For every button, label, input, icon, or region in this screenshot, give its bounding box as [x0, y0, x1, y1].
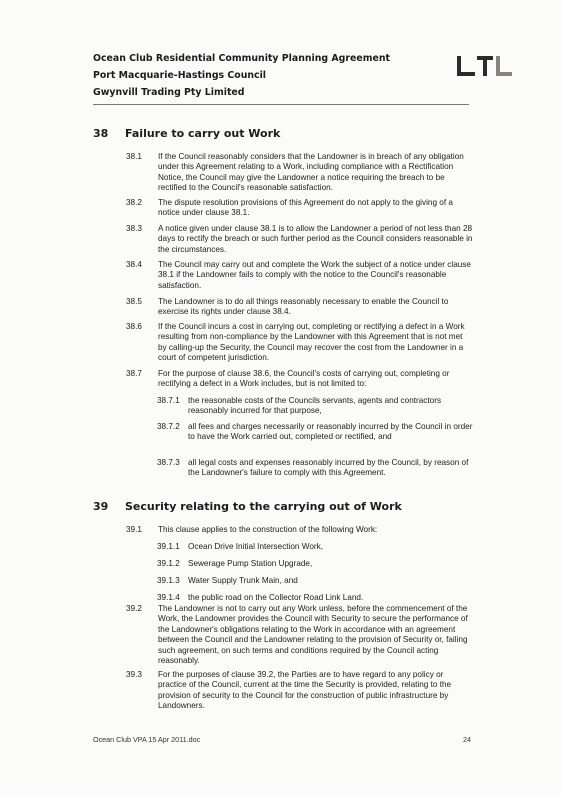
ltl-logo-icon [455, 54, 513, 76]
clause-text: For the purpose of clause 38.6, the Council's costs of carrying out, completing or rectifying a defect in a Work includes, but is not limited to: [158, 369, 450, 389]
subclause-text: Sewerage Pump Station Upgrade, [188, 559, 313, 568]
clause-number: 38.1 [126, 152, 142, 161]
subclause-number: 39.1.1 [157, 542, 180, 551]
subclause-number: 38.7.1 [157, 396, 180, 405]
clause-number: 38.7 [126, 369, 142, 378]
header-council: Port Macquarie-Hastings Council [93, 70, 267, 81]
subclause-number: 38.7.3 [157, 458, 180, 467]
header-company: Gwynvill Trading Pty Limited [93, 87, 245, 98]
clause-text: This clause applies to the construction of the following Work: [158, 525, 378, 534]
footer-page-number: 24 [463, 735, 471, 744]
clause-number: 38.6 [126, 322, 142, 331]
clause-text: The Council may carry out and complete the Work the subject of a notice under clause 38.1 if the Landowner fails to comply with the notice to the Council's reasonable satisfaction. [158, 260, 471, 290]
clause-text: The Landowner is to do all things reasonably necessary to enable the Council to exercise its rights under clause 38.4. [158, 297, 449, 317]
section-title: Security relating to the carrying out of Work [125, 500, 402, 513]
subclause-text: all fees and charges necessarily or reasonably incurred by the Council in order to have the Work carried out, completed or rectified, and [188, 422, 473, 442]
clause-text: For the purposes of clause 39.2, the Parties are to have regard to any policy or practice of the Council, current at the time the Security is provided, relating to the provision of security to the Council for the construction of public infrastructure by Landowners. [158, 670, 452, 711]
section-38-heading [93, 127, 280, 140]
clause-number: 38.3 [126, 224, 142, 233]
clause-text: The dispute resolution provisions of this Agreement do not apply to the giving of a notice under clause 38.1. [158, 198, 453, 218]
clause-text: The Landowner is not to carry out any Work unless, before the commencement of the Work, the Landowner provides the Council with Security to secure the performance of the Landowner's obligations relating to the Work in accordance with an agreement between the Council and the Landowner relating to the provision of Security or, failing such agreement, on such terms and conditions required by the Council acting reasonably. [158, 604, 468, 666]
subclause-text: Ocean Drive Initial Intersection Work, [188, 542, 323, 551]
clause-number: 39.3 [126, 670, 142, 679]
clause-number: 38.4 [126, 260, 142, 269]
section-number: 38 [93, 127, 109, 140]
header-divider [93, 104, 469, 105]
subclause-text: the reasonable costs of the Councils servants, agents and contractors reasonably incurred for that purpose, [188, 396, 442, 416]
clause-number: 39.1 [126, 525, 142, 534]
header-agreement-title: Ocean Club Residential Community Planning Agreement [93, 53, 390, 64]
document-header [93, 50, 390, 101]
subclause-number: 38.7.2 [157, 422, 180, 431]
subclause-number: 39.1.2 [157, 559, 180, 568]
clause-number: 39.2 [126, 604, 142, 613]
clause-text: If the Council incurs a cost in carrying out, completing or rectifying a defect in a Work resulting from non-compliance by the Landowner with this Agreement that is not met by calling-up the Security, the Council may recover the cost from the Landowner in a court of competent jurisdiction. [158, 322, 465, 363]
subclause-text: the public road on the Collector Road Link Land. [188, 593, 364, 602]
clause-number: 38.5 [126, 297, 142, 306]
subclause-text: all legal costs and expenses reasonably incurred by the Council, by reason of the Landowner's failure to comply with this Agreement. [188, 458, 469, 478]
section-title: Failure to carry out Work [125, 127, 281, 140]
footer-filename: Ocean Club VPA 15 Apr 2011.doc [93, 735, 201, 744]
section-number: 39 [93, 500, 109, 513]
subclause-text: Water Supply Trunk Main, and [188, 576, 298, 585]
clause-number: 38.2 [126, 198, 142, 207]
subclause-number: 39.1.4 [157, 593, 180, 602]
subclause-number: 39.1.3 [157, 576, 180, 585]
clause-text: A notice given under clause 38.1 is to allow the Landowner a period of not less than 28 days to rectify the breach or such further period as the Council considers reasonable in the circumstances. [158, 224, 473, 254]
clause-text: If the Council reasonably considers that the Landowner is in breach of any obligation under this Agreement relating to a Work, including compliance with a Rectification Notice, the Council may give the Landowner a notice requiring the breach to be rectified to the Council's reasonable satisfaction. [158, 152, 464, 193]
section-39-heading [93, 500, 402, 513]
